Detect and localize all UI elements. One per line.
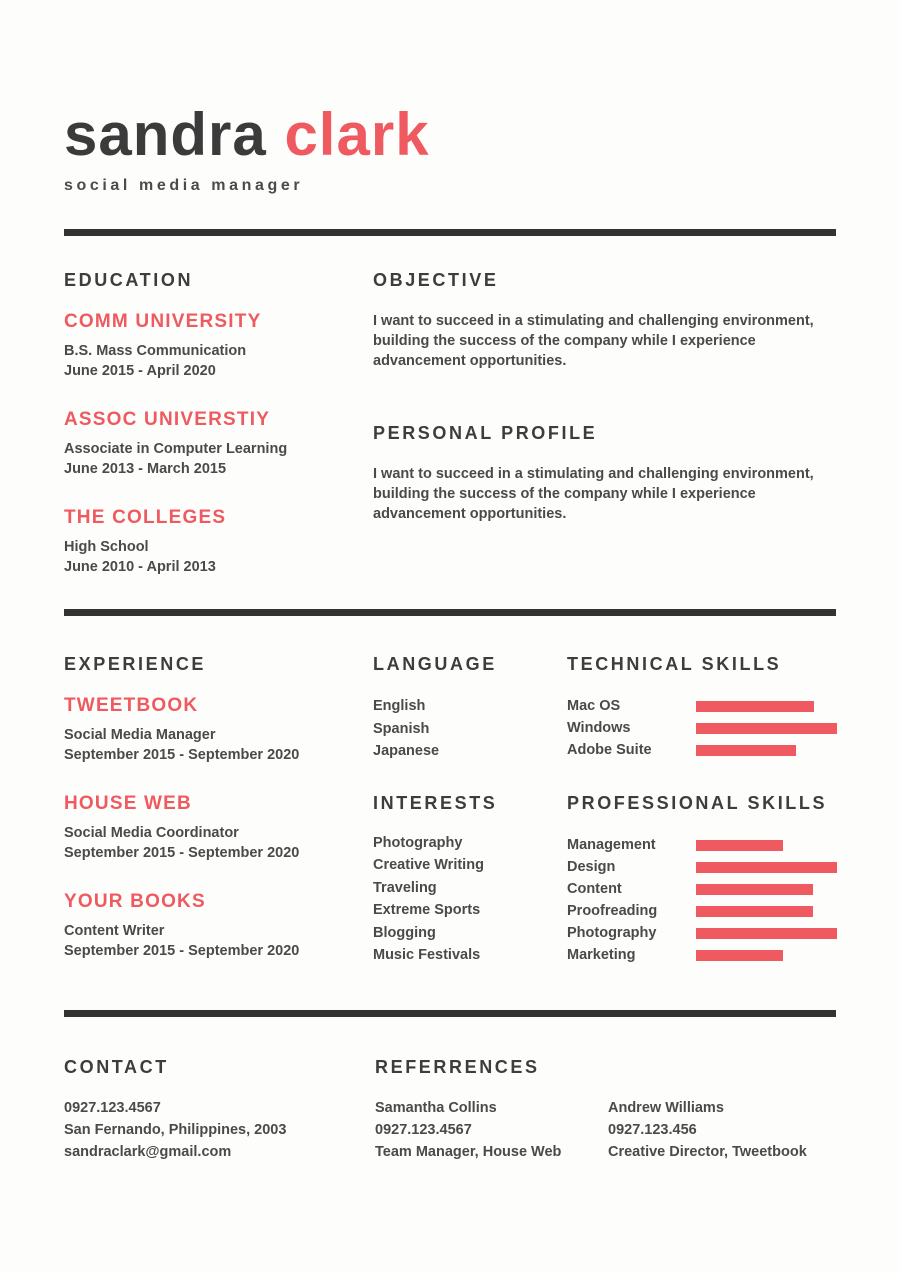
reference-name: Samantha Collins [375,1100,497,1116]
skill-row [567,856,837,878]
company-name: YOUR BOOKS [64,891,206,912]
skill-row [567,922,837,944]
skill-bar-track [696,906,837,917]
degree: High School [64,539,149,555]
skill-bar [696,928,837,939]
job-subtitle: social media manager [64,177,304,194]
language-item: English [373,698,426,714]
language-item: Spanish [373,720,430,737]
divider-top [64,229,836,236]
reference-entry [608,1097,836,1163]
date-range: September 2015 - September 2020 [64,747,300,763]
interest-item: Extreme Sports [373,902,481,918]
technical-skills-heading: TECHNICAL SKILLS [567,654,782,674]
skill-row [567,717,837,739]
job-role: Content Writer [64,923,165,939]
experience-entry [64,793,373,863]
email-address: sandraclark@gmail.com [64,1144,232,1160]
experience-entry [64,891,373,961]
skill-label: Proofreading [567,903,658,919]
skill-label: Management [567,837,656,853]
skill-label: Photography [567,925,657,941]
section-contact-references [64,1017,836,1269]
skill-bar [696,701,814,712]
interest-item: Creative Writing [373,857,484,873]
language-heading: LANGUAGE [373,654,497,674]
experience-column [64,654,373,1010]
divider-bottom [64,1010,836,1017]
objective-text: I want to succeed in a stimulating and challenging environment, building the success of the company while I experience advancement opportunities. [373,313,814,369]
school-name: COMM UNIVERSITY [64,311,262,332]
references-heading: REFERRENCES [375,1057,540,1077]
skill-row [567,944,837,966]
experience-entry [64,695,373,765]
education-column [64,270,373,609]
interests-list [373,832,567,967]
skill-bar-track [696,723,837,734]
contact-column [64,1057,375,1269]
technical-skills-list [567,695,837,761]
skill-bar [696,906,813,917]
date-range: September 2015 - September 2020 [64,845,300,861]
professional-skills-heading: PROFESSIONAL SKILLS [567,793,828,813]
education-entry [64,507,373,577]
interests-heading: INTERESTS [373,792,498,813]
date-range: June 2013 - March 2015 [64,461,227,477]
reference-phone: 0927.123.456 [608,1122,697,1138]
education-entry [64,409,373,479]
last-name: clark [284,101,430,168]
company-name: TWEETBOOK [64,695,199,716]
job-role: Social Media Coordinator [64,825,239,841]
interest-item: Blogging [373,924,436,941]
divider-middle [64,609,836,616]
first-name: sandra [64,101,267,168]
date-range: September 2015 - September 2020 [64,943,300,959]
language-list [373,695,567,763]
skill-row [567,878,837,900]
personal-profile-text: I want to succeed in a stimulating and challenging environment, building the success of the company while I experience advancement opportunities. [373,466,814,522]
education-entry [64,311,373,381]
date-range: June 2015 - April 2020 [64,363,216,379]
objective-column [373,270,836,609]
skill-row [567,739,837,761]
reference-role: Team Manager, House Web [375,1144,562,1160]
language-item: Japanese [373,743,440,759]
personal-profile-heading: PERSONAL PROFILE [373,423,598,443]
skill-bar-track [696,928,837,939]
skill-bar-track [696,840,837,851]
section-education-objective [64,236,836,609]
interest-item: Traveling [373,879,437,896]
language-interests-column [373,654,567,1010]
reference-entry [375,1097,608,1163]
company-name: HOUSE WEB [64,793,192,814]
skill-bar [696,884,813,895]
experience-heading: EXPERIENCE [64,654,207,674]
skill-label: Mac OS [567,698,621,714]
objective-heading: OBJECTIVE [373,270,499,290]
school-name: ASSOC UNIVERSTIY [64,409,271,430]
contact-lines [64,1097,375,1163]
references-column [375,1057,836,1269]
phone-number: 0927.123.4567 [64,1100,161,1116]
skill-label: Windows [567,720,631,736]
address: San Fernando, Philippines, 2003 [64,1122,287,1138]
contact-heading: CONTACT [64,1057,169,1077]
skill-row [567,900,837,922]
skill-bar [696,723,837,734]
skill-bar-track [696,862,837,873]
skill-bar [696,745,796,756]
reference-name: Andrew Williams [608,1100,724,1116]
school-name: THE COLLEGES [64,507,227,528]
skills-column [567,654,837,1010]
skill-bar-track [696,701,837,712]
skill-label: Adobe Suite [567,742,652,758]
skill-bar-track [696,745,837,756]
interest-item: Photography [373,834,463,851]
skill-row [567,834,837,856]
skill-label: Marketing [567,947,636,963]
skill-bar-track [696,950,837,961]
skill-label: Content [567,881,622,897]
skill-bar-track [696,884,837,895]
reference-phone: 0927.123.4567 [375,1122,472,1138]
degree: B.S. Mass Communication [64,343,247,359]
date-range: June 2010 - April 2013 [64,559,216,575]
reference-role: Creative Director, Tweetbook [608,1144,807,1160]
degree: Associate in Computer Learning [64,441,288,457]
professional-skills-list [567,834,837,966]
section-experience-skills [64,616,836,1010]
job-role: Social Media Manager [64,727,216,743]
name-title [64,102,836,168]
header [64,0,836,195]
skill-bar [696,950,783,961]
education-heading: EDUCATION [64,270,194,290]
references-list [375,1097,836,1163]
skill-bar [696,862,837,873]
skill-row [567,695,837,717]
interest-item: Music Festivals [373,947,481,963]
skill-bar [696,840,783,851]
skill-label: Design [567,859,616,875]
